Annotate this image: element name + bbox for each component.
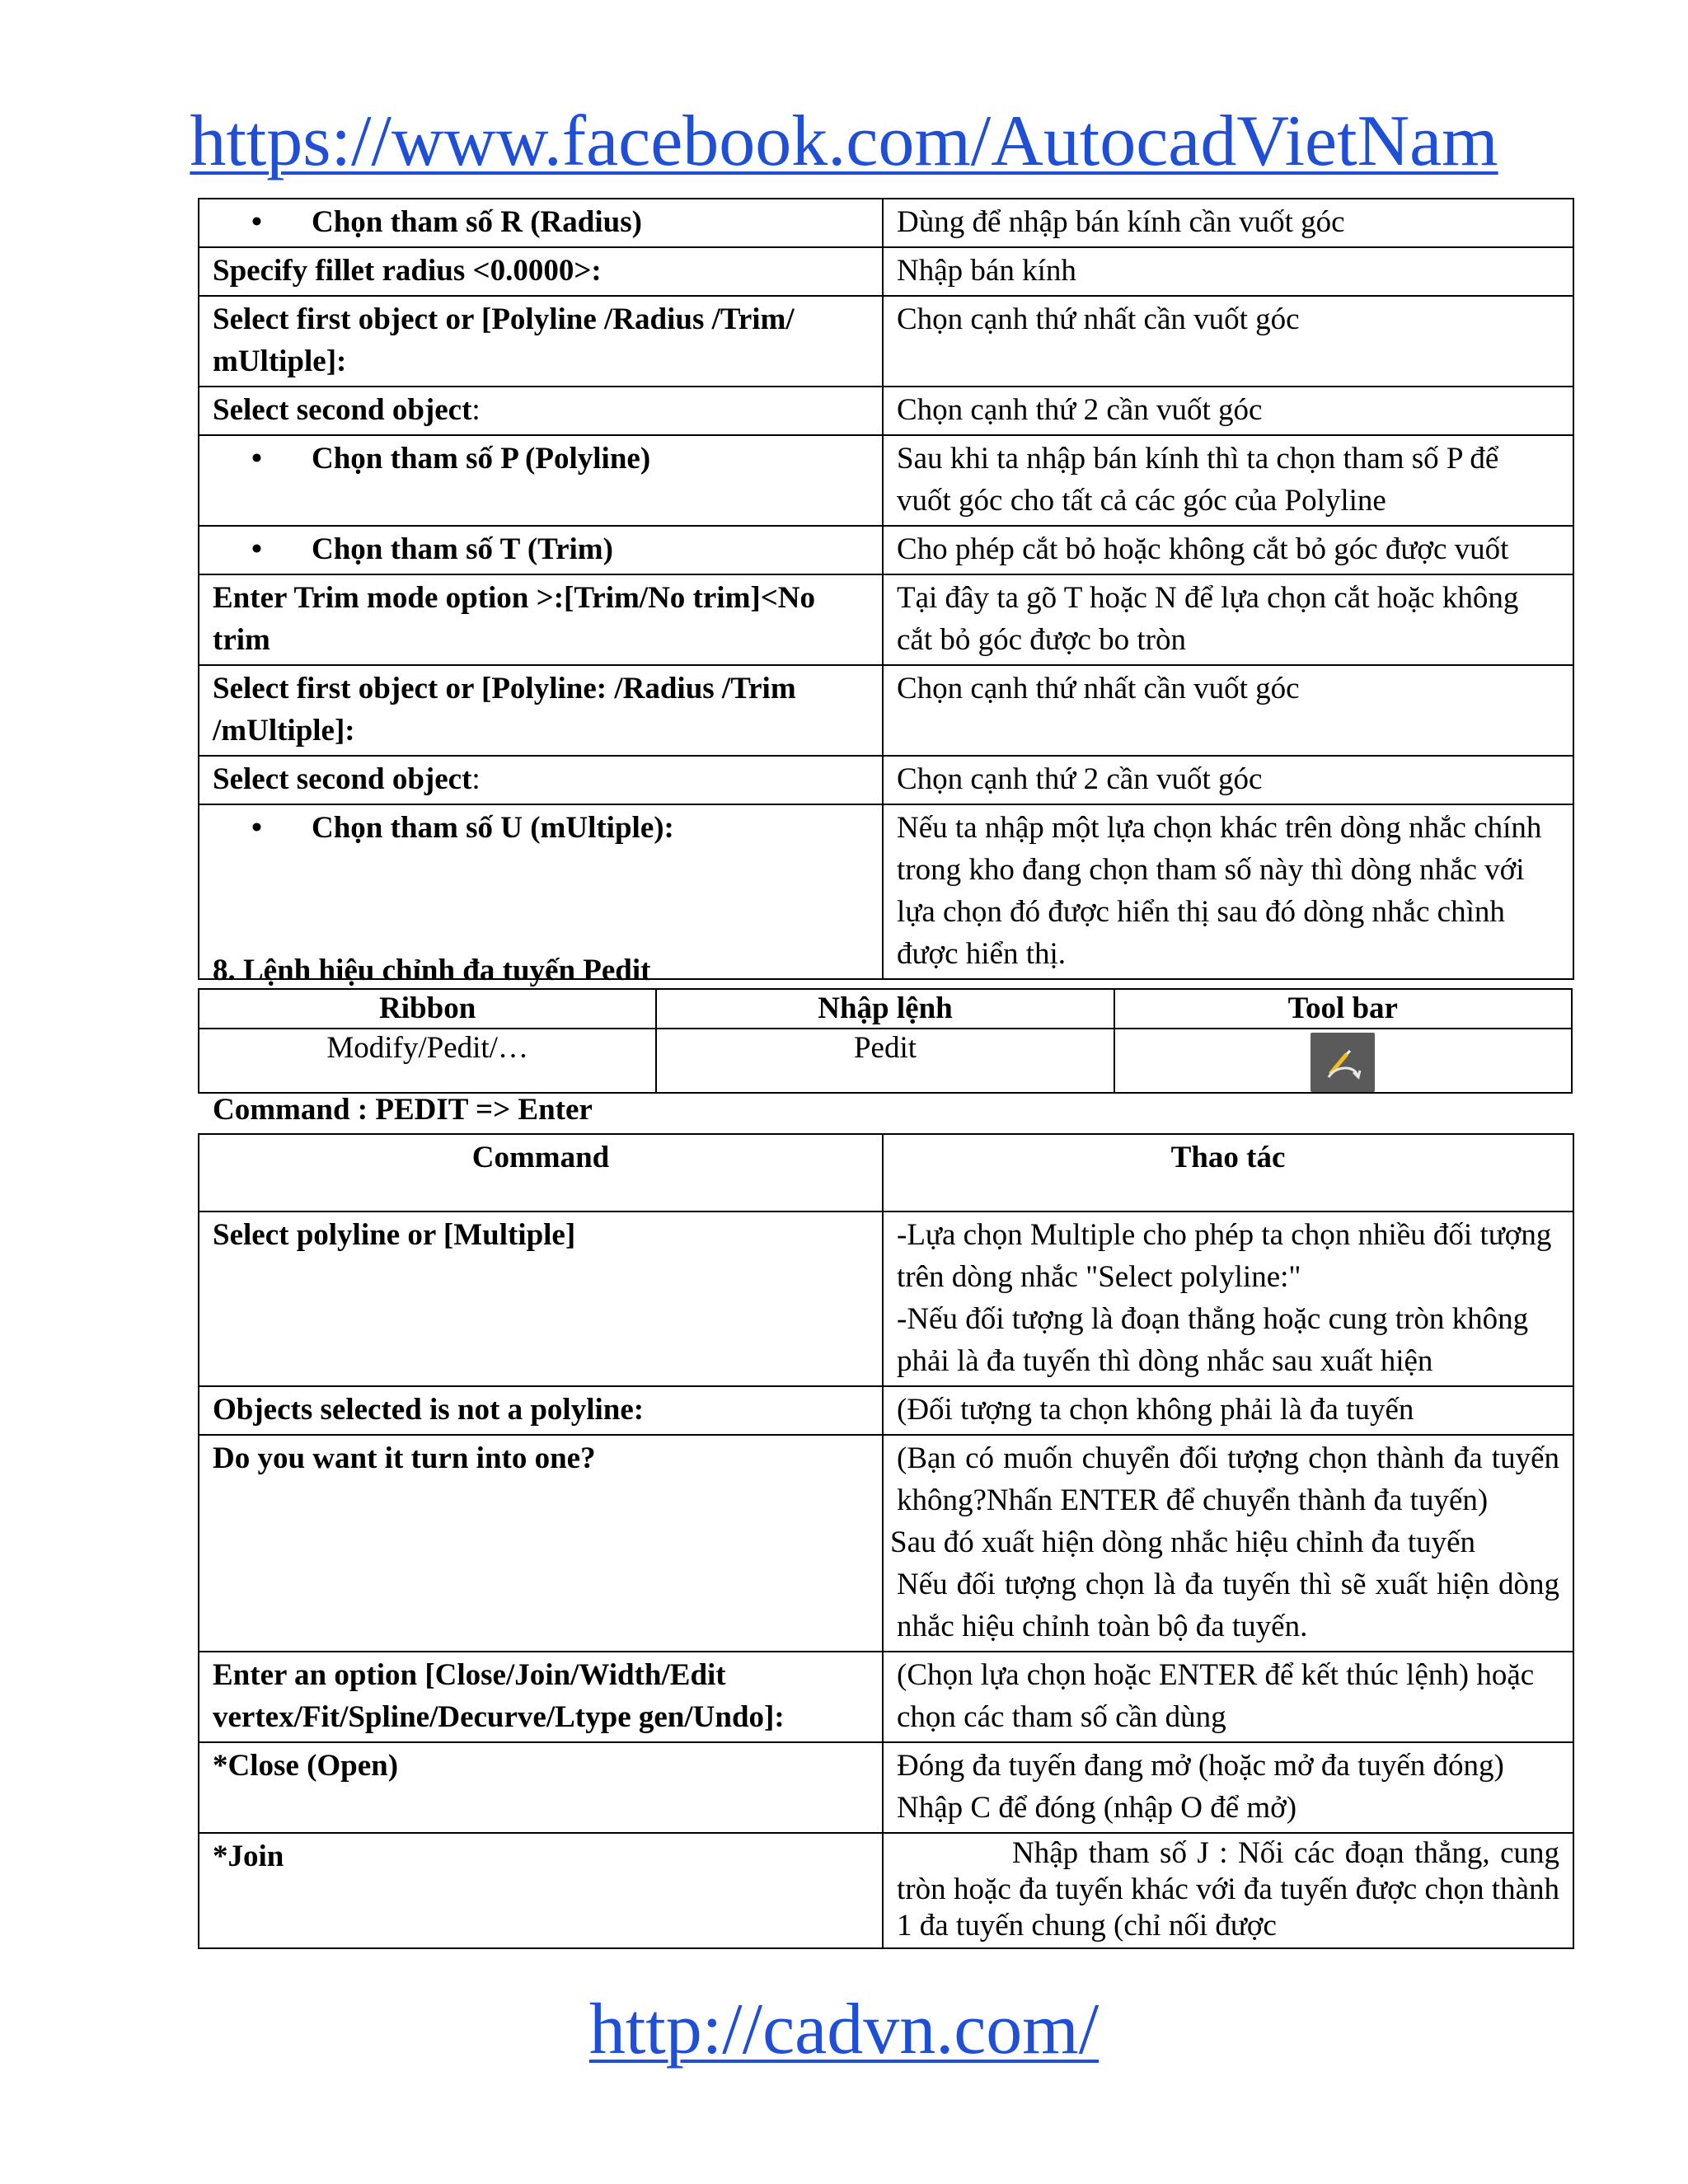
description-cell: Nhập bán kính (883, 247, 1573, 296)
option-label: Chọn tham số T (Trim) (312, 532, 613, 566)
command-line: Command : PEDIT => Enter (213, 1093, 593, 1127)
description-line: Nếu đối tượng chọn là đa tuyến thì sẽ xuất hiện dòng nhắc hiệu chỉnh toàn bộ đa tuyến. (897, 1568, 1559, 1643)
footer-link[interactable]: http://cadvn.com/ (588, 1990, 1100, 2069)
option-cell: Objects selected is not a polyline: (199, 1386, 883, 1435)
option-label: Chọn tham số R (Radius) (312, 205, 642, 239)
bullet-icon: • (251, 205, 262, 239)
option-cell: *Join (199, 1833, 883, 1948)
section-heading: 8. Lệnh hiệu chỉnh đa tuyến Pedit (213, 954, 651, 987)
table-row (199, 526, 1573, 574)
description-line: Đóng đa tuyến đang mở (hoặc mở đa tuyến đóng) (897, 1749, 1504, 1783)
description-cell: Chọn cạnh thứ 2 cần vuốt góc (883, 756, 1573, 804)
table-row (199, 435, 1573, 526)
table-row (199, 1386, 1573, 1435)
header-link[interactable]: https://www.facebook.com/AutocadVietNam (190, 101, 1498, 181)
bullet-icon: • (251, 442, 262, 476)
table-row (199, 1742, 1573, 1833)
description-cell (883, 1435, 1573, 1652)
table-row (199, 1212, 1573, 1386)
option-cell (199, 756, 883, 804)
option-cell (199, 387, 883, 435)
ribbon-path: Modify/Pedit/… (199, 1029, 656, 1093)
pedit-icon[interactable] (1311, 1033, 1375, 1092)
option-suffix: : (471, 393, 481, 427)
option-label: Select second object (213, 762, 472, 796)
description-cell: Nếu ta nhập một lựa chọn khác trên dòng nhắc chính trong kho đang chọn tham số này thì dòng nhắc với lựa chọn đó được hiển thị sau đó dòng nhắc chình được hiển thị. (883, 804, 1573, 979)
toolbar-cell (1114, 1029, 1572, 1093)
table-row (199, 1029, 1572, 1093)
description-cell: Tại đây ta gõ T hoặc N để lựa chọn cắt hoặc không cắt bỏ góc được bo tròn (883, 574, 1573, 665)
table-header-row (199, 1134, 1573, 1212)
option-cell: Specify fillet radius <0.0000>: (199, 247, 883, 296)
header-command: Command (199, 1134, 883, 1212)
description-cell (883, 1386, 1573, 1435)
description-cell: Sau khi ta nhập bán kính thì ta chọn tham số P để vuốt góc cho tất cả các góc của Polyline (883, 435, 1573, 526)
description-cell (883, 1652, 1573, 1742)
header-ribbon: Ribbon (199, 989, 656, 1029)
option-cell (199, 526, 883, 574)
header-toolbar: Tool bar (1114, 989, 1572, 1029)
option-cell: Select polyline or [Multiple] (199, 1212, 883, 1386)
header-command: Nhập lệnh (656, 989, 1114, 1029)
table-row (199, 1652, 1573, 1742)
table-row (199, 199, 1573, 247)
description-cell (883, 1212, 1573, 1386)
description-line: (Đối tượng ta chọn không phải là đa tuyến (897, 1393, 1414, 1427)
description-cell (883, 1833, 1573, 1948)
command-text: Pedit (656, 1029, 1114, 1093)
pedit-icon-graphic (1311, 1033, 1375, 1092)
description-cell: Chọn cạnh thứ 2 cần vuốt góc (883, 387, 1573, 435)
table-row (199, 1435, 1573, 1652)
option-cell: Select first object or [Polyline /Radius /Trim/ mUltiple]: (199, 296, 883, 387)
description-cell (883, 1742, 1573, 1833)
description-cell: Cho phép cắt bỏ hoặc không cắt bỏ góc được vuốt (883, 526, 1573, 574)
option-cell: Enter an option [Close/Join/Width/Edit vertex/Fit/Spline/Decurve/Ltype gen/Undo]: (199, 1652, 883, 1742)
description-line: -Nếu đối tượng là đoạn thẳng hoặc cung tròn không phải là đa tuyến thì dòng nhắc sau xuất hiện (897, 1302, 1529, 1378)
description-line: -Lựa chọn Multiple cho phép ta chọn nhiều đối tượng trên dòng nhắc "Select polyline:" (897, 1218, 1552, 1294)
table-row (199, 247, 1573, 296)
option-cell: Enter Trim mode option >:[Trim/No trim]<No trim (199, 574, 883, 665)
bullet-icon: • (251, 532, 262, 566)
option-cell: *Close (Open) (199, 1742, 883, 1833)
table-row (199, 387, 1573, 435)
description-cell: Chọn cạnh thứ nhất cần vuốt góc (883, 665, 1573, 756)
option-cell: Select first object or [Polyline: /Radius /Trim /mUltiple]: (199, 665, 883, 756)
option-cell (199, 435, 883, 526)
description-line: (Chọn lựa chọn hoặc ENTER để kết thúc lệnh) hoặc chọn các tham số cần dùng (897, 1658, 1535, 1734)
description-line: Nhập C để đóng (nhập O để mở) (897, 1791, 1297, 1825)
table-row (199, 665, 1573, 756)
option-suffix: : (471, 762, 481, 796)
pedit-table (198, 1133, 1574, 1949)
description-cell: Chọn cạnh thứ nhất cần vuốt góc (883, 296, 1573, 387)
description-line: Sau đó xuất hiện dòng nhắc hiệu chỉnh đa tuyến (890, 1526, 1476, 1559)
option-cell: Do you want it turn into one? (199, 1435, 883, 1652)
fillet-table (198, 198, 1574, 980)
table-row (199, 756, 1573, 804)
header-action: Thao tác (883, 1134, 1573, 1212)
access-table (198, 988, 1573, 1094)
table-row (199, 1833, 1573, 1948)
bullet-icon: • (251, 811, 262, 845)
option-label: Select second object (213, 393, 472, 427)
description-line: (Bạn có muốn chuyển đối tượng chọn thành đa tuyến không?Nhấn ENTER để chuyển thành đa tuyến) (897, 1441, 1559, 1517)
table-row (199, 296, 1573, 387)
option-cell (199, 199, 883, 247)
table-header-row (199, 989, 1572, 1029)
option-label: Chọn tham số U (mUltiple): (312, 811, 674, 845)
table-row (199, 574, 1573, 665)
description-line: Nhập tham số J : Nối các đoạn thẳng, cung tròn hoặc đa tuyến khác với đa tuyến được chọn thành 1 đa tuyến chung (chỉ nối được (897, 1836, 1559, 1943)
option-label: Chọn tham số P (Polyline) (312, 442, 651, 476)
description-cell: Dùng để nhập bán kính cần vuốt góc (883, 199, 1573, 247)
